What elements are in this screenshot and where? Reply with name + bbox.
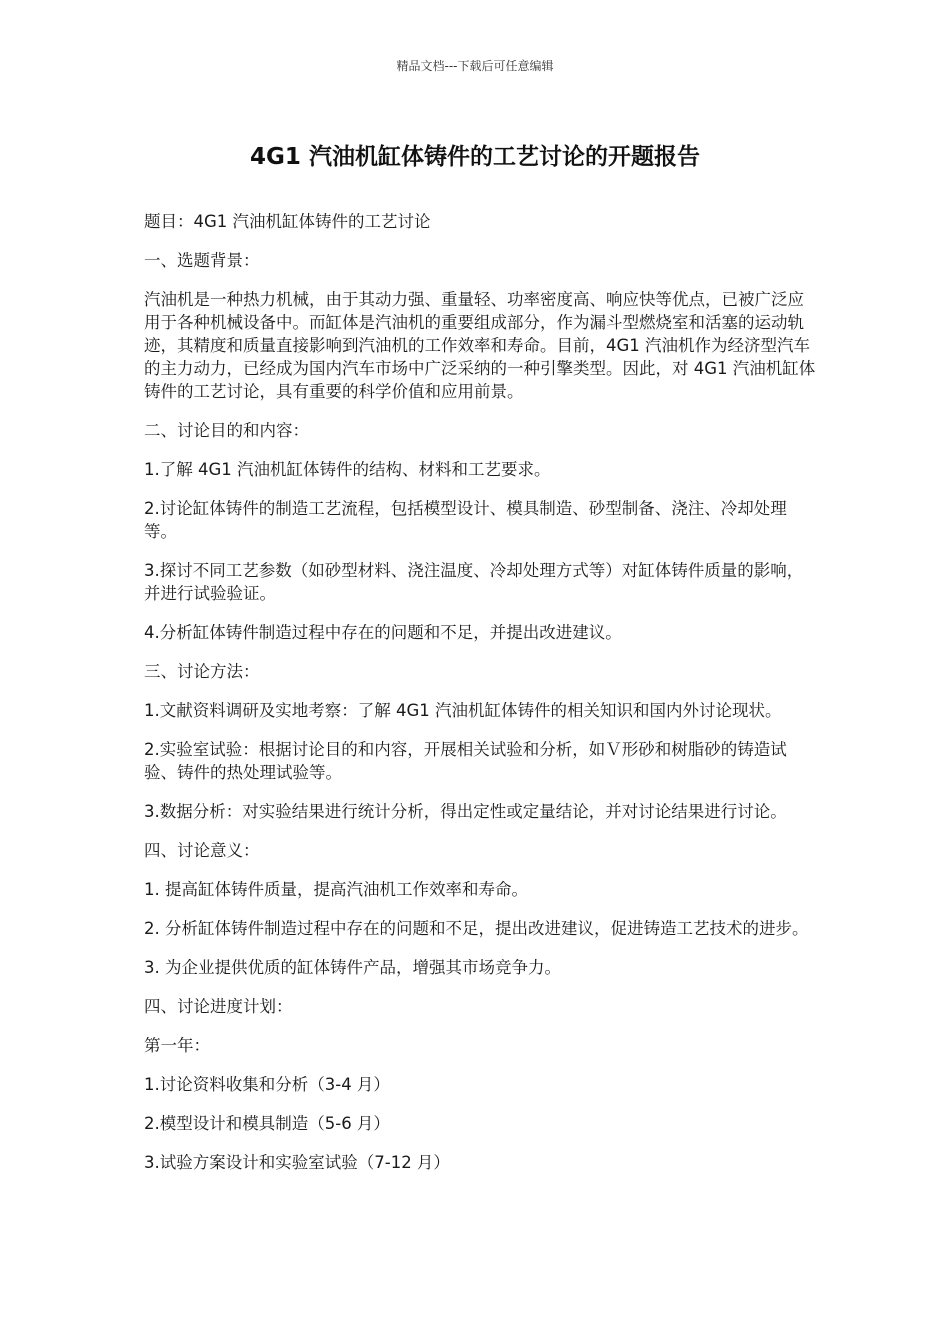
background-paragraph: 汽油机是一种热力机械，由于其动力强、重量轻、功率密度高、响应快等优点，已被广泛应用于各种机械设备中。而缸体是汽油机的重要组成部分，作为漏斗型燃烧室和活塞的运动轨迹，其精度和质量直接影响到汽油机的工作效率和寿命。目前，4G1 汽油机作为经济型汽车的主力动力，已经成为国内汽车市场中广泛采纳的一种引擎类型。因此，对 4G1 汽油机缸体铸件的工艺讨论，具有重要的科学价值和应用前景。	[144, 290, 816, 401]
schedule-item: 1.讨论资料收集和分析（3-4 月）	[144, 1075, 390, 1094]
purpose-item: 3.探讨不同工艺参数（如砂型材料、浇注温度、冷却处理方式等）对缸体铸件质量的影响，并进行试验验证。	[144, 561, 804, 603]
method-item: 3.数据分析：对实验结果进行统计分析，得出定性或定量结论，并对讨论结果进行讨论。	[144, 802, 787, 821]
significance-item: 3. 为企业提供优质的缸体铸件产品，增强其市场竞争力。	[144, 958, 561, 977]
purpose-item: 1.了解 4G1 汽油机缸体铸件的结构、材料和工艺要求。	[144, 460, 551, 479]
page-header-note: 精品文档---下载后可任意编辑	[396, 59, 554, 73]
significance-item: 1. 提高缸体铸件质量，提高汽油机工作效率和寿命。	[144, 880, 528, 899]
document-title: 4G1 汽油机缸体铸件的工艺讨论的开题报告	[250, 144, 700, 170]
subject-line: 题目：4G1 汽油机缸体铸件的工艺讨论	[144, 212, 431, 231]
section-heading-purpose: 二、讨论目的和内容：	[144, 421, 309, 440]
schedule-item: 2.模型设计和模具制造（5-6 月）	[144, 1114, 390, 1133]
purpose-item: 4.分析缸体铸件制造过程中存在的问题和不足，并提出改进建议。	[144, 623, 622, 642]
schedule-year-label: 第一年：	[144, 1036, 210, 1055]
schedule-item: 3.试验方案设计和实验室试验（7-12 月）	[144, 1153, 450, 1172]
section-heading-background: 一、选题背景：	[144, 251, 260, 270]
section-heading-methods: 三、讨论方法：	[144, 662, 260, 681]
section-heading-schedule: 四、讨论进度计划：	[144, 997, 293, 1016]
document-body	[144, 210, 816, 1190]
method-item: 1.文献资料调研及实地考察：了解 4G1 汽油机缸体铸件的相关知识和国内外讨论现状。	[144, 701, 782, 720]
section-heading-significance: 四、讨论意义：	[144, 841, 260, 860]
method-item: 2.实验室试验：根据讨论目的和内容，开展相关试验和分析，如Ｖ形砂和树脂砂的铸造试验、铸件的热处理试验等。	[144, 740, 787, 782]
purpose-item: 2.讨论缸体铸件的制造工艺流程，包括模型设计、模具制造、砂型制备、浇注、冷却处理等。	[144, 499, 787, 541]
significance-item: 2. 分析缸体铸件制造过程中存在的问题和不足，提出改进建议，促进铸造工艺技术的进步。	[144, 919, 809, 938]
